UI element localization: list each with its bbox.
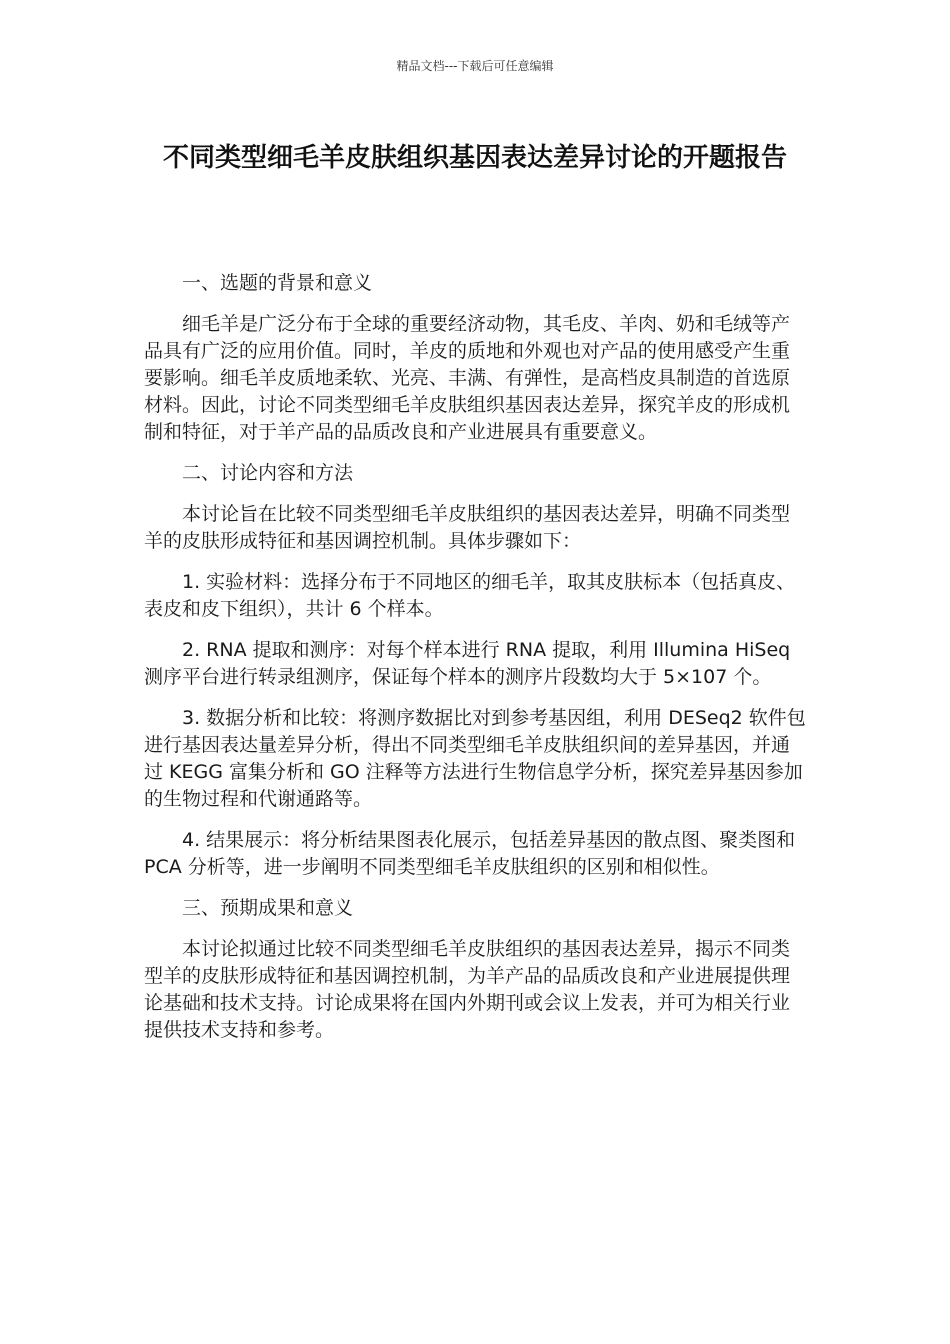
paragraph-step-4: 4. 结果展示：将分析结果图表化展示，包括差异基因的散点图、聚类图和 PCA 分析等，进一步阐明不同类型细毛羊皮肤组织的区别和相似性。 — [144, 829, 796, 878]
section-heading-background: 一、选题的背景和意义 — [182, 272, 373, 294]
header-note: 精品文档---下载后可任意编辑 — [396, 59, 554, 73]
document-title: 不同类型细毛羊皮肤组织基因表达差异讨论的开题报告 — [162, 143, 787, 173]
paragraph-methods-intro: 本讨论旨在比较不同类型细毛羊皮肤组织的基因表达差异，明确不同类型羊的皮肤形成特征和基因调控机制。具体步骤如下： — [144, 503, 791, 552]
document-body — [144, 270, 806, 1058]
section-heading-outcomes: 三、预期成果和意义 — [182, 897, 354, 919]
paragraph-background: 细毛羊是广泛分布于全球的重要经济动物，其毛皮、羊肉、奶和毛绒等产品具有广泛的应用价值。同时，羊皮的质地和外观也对产品的使用感受产生重要影响。细毛羊皮质地柔软、光亮、丰满、有弹性，是高档皮具制造的首选原材料。因此，讨论不同类型细毛羊皮肤组织基因表达差异，探究羊皮的形成机制和特征，对于羊产品的品质改良和产业进展具有重要意义。 — [144, 313, 791, 443]
paragraph-outcomes: 本讨论拟通过比较不同类型细毛羊皮肤组织的基因表达差异，揭示不同类型羊的皮肤形成特征和基因调控机制，为羊产品的品质改良和产业进展提供理论基础和技术支持。讨论成果将在国内外期刊或会议上发表，并可为相关行业提供技术支持和参考。 — [144, 938, 791, 1041]
section-heading-methods: 二、讨论内容和方法 — [182, 462, 354, 484]
paragraph-step-2: 2. RNA 提取和测序：对每个样本进行 RNA 提取，利用 Illumina HiSeq 测序平台进行转录组测序，保证每个样本的测序片段数均大于 5×107 个。 — [144, 639, 791, 688]
paragraph-step-3: 3. 数据分析和比较：将测序数据比对到参考基因组，利用 DESeq2 软件包进行基因表达量差异分析，得出不同类型细毛羊皮肤组织间的差异基因，并通过 KEGG 富集分析和 GO 注释等方法进行生物信息学分析，探究差异基因参加的生物过程和代谢通路等。 — [144, 707, 806, 810]
paragraph-step-1: 1. 实验材料：选择分布于不同地区的细毛羊，取其皮肤标本（包括真皮、表皮和皮下组织），共计 6 个样本。 — [144, 571, 796, 620]
